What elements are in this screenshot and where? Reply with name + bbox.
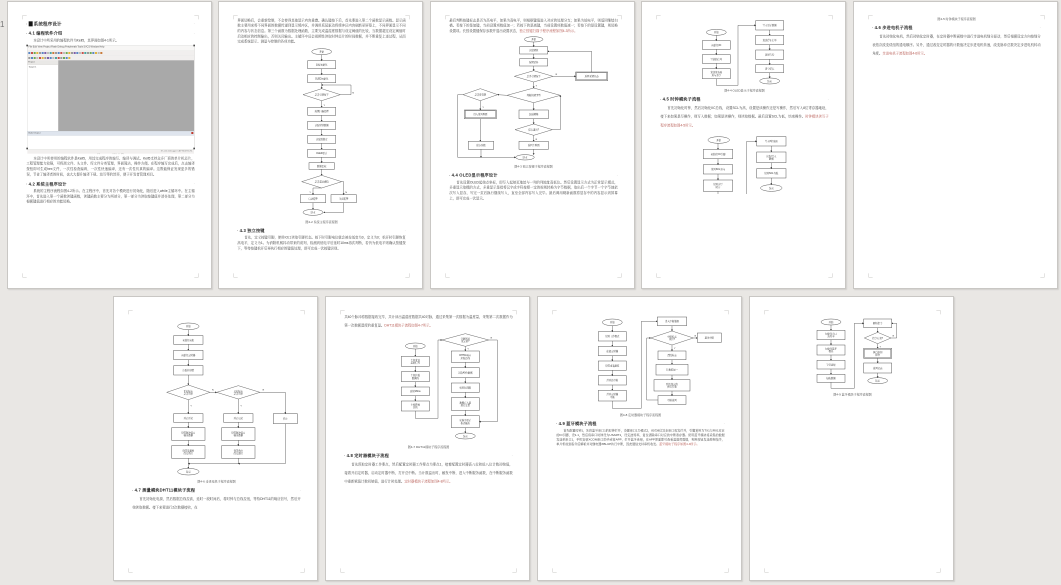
svg-text:延时18ms: 延时18ms (409, 391, 421, 394)
svg-text:是否超过阈值: 是否超过阈值 (314, 181, 329, 184)
heading-4-5[interactable]: 4.5 时钟模块子流程 · (662, 96, 829, 102)
paragraph-mark: · (1039, 25, 1041, 29)
svg-text:使能定时器: 使能定时器 (606, 350, 618, 353)
margin-corner-mark (300, 568, 304, 572)
svg-text:指令有效?: 指令有效? (872, 337, 883, 340)
heading-4-3[interactable]: 4.3 独立按键 · (239, 228, 406, 233)
selection-handle[interactable] (26, 45, 28, 47)
page-4[interactable] (641, 1, 846, 289)
svg-text:设置读写时序: 设置读写时序 (713, 184, 723, 189)
page-3[interactable] (430, 1, 635, 289)
margin-corner-mark (657, 273, 661, 277)
svg-text:初始化蓝牙模块: 初始化蓝牙模块 (825, 348, 837, 354)
figure-caption[interactable]: 图4-9 蓝牙模块子程序流程图 (833, 392, 872, 396)
svg-text:计数到达设定值?: 计数到达设定值? (460, 338, 470, 344)
margin-corner-mark (234, 273, 238, 277)
svg-text:打开总中断: 打开总中断 (606, 380, 618, 383)
page-7[interactable] (325, 296, 530, 581)
svg-text:开始: 开始 (713, 32, 719, 35)
svg-text:写入8位地址: 写入8位地址 (764, 141, 778, 144)
svg-text:开启正转: 开启正转 (183, 417, 193, 420)
ide-editor-area (58, 60, 194, 131)
svg-text:关闭报警: 关闭报警 (338, 198, 349, 201)
svg-text:保存参数: 保存参数 (476, 145, 486, 148)
svg-text:设置脉冲端口输出数据: 设置脉冲端口输出数据 (181, 432, 196, 438)
close-icon (191, 132, 193, 134)
svg-text:结束: 结束 (875, 380, 880, 383)
svg-text:写入显示数据: 写入显示数据 (762, 25, 777, 28)
svg-text:数据比较: 数据比较 (316, 165, 327, 168)
svg-text:N: N (352, 92, 354, 95)
paragraph[interactable]: 首先预取定时器工作要点，然后配置定时器工作要点为要点1，接着配置定时器高八位和低八位计数初始值，接着开启定时器，启动定时器中断，打开总中断。当计数溢出时，触发中断，进入中断服务函数，在中断服务函数中重新赋值计数初始值，进行计时处理。定时器模块子流程如图4-8所示。 (344, 462, 513, 484)
svg-text:返回状态: 返回状态 (872, 367, 883, 370)
svg-text:启动报警: 启动报警 (308, 198, 318, 201)
margin-corner-mark (724, 568, 728, 572)
figure-caption[interactable]: 图4-4 OLED显示子程序流程图 (724, 88, 765, 93)
selection-handle[interactable] (26, 148, 28, 150)
svg-text:N: N (211, 389, 214, 392)
svg-text:校验和判断: 校验和判断 (459, 387, 471, 390)
heading-4-8[interactable]: 4.8 定时器模块子流程 · (346, 453, 513, 458)
paragraph-mark: · (511, 453, 513, 457)
margin-corner-mark (617, 273, 621, 277)
svg-text:发送停止信号: 发送停止信号 (762, 39, 777, 42)
margin-corner-mark (194, 273, 198, 277)
margin-corner-mark (765, 568, 769, 572)
svg-text:数据存入温湿度变量: 数据存入温湿度变量 (459, 402, 471, 408)
svg-text:Y: Y (879, 346, 881, 349)
svg-text:初始化电机: 初始化电机 (182, 339, 194, 342)
svg-text:N: N (694, 335, 697, 338)
svg-text:清空缓存: 清空缓存 (764, 68, 775, 71)
flowchart-main-program[interactable] (237, 47, 405, 218)
paragraph-mark: · (193, 181, 195, 186)
ide-build-output-body (27, 136, 194, 150)
svg-text:主机拉低数据线: 主机拉低数据线 (410, 375, 420, 380)
paragraph[interactable]: 首先，定义按键引脚，使用IO口读取引脚状态。按下时引脚电位就会被拉低变为0，定义为0；松开时引脚恢复高电平，定义为1。为消除机械抖动带来的误判，检测到低电平后延时10ms再次判断，若仍为低电平则确认按键按下，等待按键松开后再执行相应的键值处理，即可完成一次按键识别。 (237, 235, 406, 251)
flowchart-bluetooth[interactable] (768, 317, 936, 390)
svg-text:读取时钟数据: 读取时钟数据 (314, 125, 329, 128)
paragraph[interactable]: 首先初始化电源，然后数据总线拉高，延时一段时间后，将时钟与总线拉低，等待DHT11的响应信号，然后开始读取数据。接下来要进行2次数据接收，在 (132, 497, 301, 510)
figure-caption[interactable]: 图4-6 步进电机子程序流程图 (197, 479, 236, 484)
svg-text:设置重装载值: 设置重装载值 (605, 365, 620, 368)
svg-text:N: N (555, 73, 558, 76)
figure-caption[interactable]: 图4-8 定时器模块子程序流程图 (619, 413, 662, 417)
svg-text:初始化IIC引脚: 初始化IIC引脚 (710, 153, 726, 156)
paragraph-mark: · (193, 31, 195, 35)
keil-ide-screenshot[interactable] (27, 45, 194, 153)
flowchart-dht11[interactable] (344, 333, 512, 443)
svg-text:开始: 开始 (716, 139, 721, 142)
svg-text:设置SCL方向: 设置SCL方向 (710, 169, 725, 172)
paragraph[interactable]: 系统的主程序流程如图4-2所示。在主程序中，首先对各个模块进行初始化，随后进入while主循环中。在主循环中，首先进入第一个函数读键函数，读键函数主要分为两部分，第一部分为读取按键值并消抖处理，第二部分为根据键值进行相应的功能切换。 (26, 189, 195, 204)
svg-text:解析指令: 解析指令 (872, 323, 883, 326)
svg-text:计数值加一: 计数值加一 (666, 369, 678, 372)
svg-text:发送设备地址与命令: 发送设备地址与命令 (710, 72, 722, 77)
svg-text:设置脉冲端口输出数据: 设置脉冲端口输出数据 (231, 432, 246, 438)
svg-text:结束: 结束 (767, 80, 772, 83)
margin-corner-mark (129, 568, 133, 572)
svg-text:设置导通角改变角度: 设置导通角改变角度 (182, 450, 194, 456)
svg-text:开始: 开始 (412, 345, 418, 348)
margin-corner-mark (512, 568, 516, 572)
svg-text:结束: 结束 (522, 157, 528, 160)
svg-text:接收数据: 接收数据 (826, 378, 836, 381)
svg-text:N: N (892, 335, 895, 338)
figure-caption[interactable]: 图4-7 DHT11模块子程序流程图 (407, 445, 450, 449)
selected-heading-number: 4 (29, 21, 33, 27)
svg-text:系统初始化: 系统初始化 (315, 64, 328, 67)
margin-corner-mark (869, 273, 873, 277)
svg-text:判断按键类型: 判断按键类型 (526, 95, 541, 98)
heading-4-1[interactable]: 4.1 编程软件介绍 · (28, 30, 195, 36)
svg-text:执行控制操作: 执行控制操作 (872, 351, 883, 357)
page-8[interactable] (537, 296, 742, 581)
svg-text:设置SCL为低: 设置SCL为低 (764, 173, 779, 176)
svg-text:反转标志是否置位: 反转标志是否置位 (233, 390, 243, 396)
svg-text:转换为显示格式输出: 转换为显示格式输出 (459, 420, 471, 425)
flowchart-timer[interactable] (556, 316, 724, 411)
svg-text:主机发送起始信号: 主机发送起始信号 (410, 359, 420, 365)
ide-status-bar: ST-Link Debugger CAP NUM SCRL (27, 149, 194, 153)
page-9[interactable] (749, 296, 954, 581)
flowchart-oled-display[interactable] (660, 20, 828, 87)
svg-text:DHT11响应拉低总线: DHT11响应拉低总线 (459, 355, 472, 360)
svg-text:返回主界面: 返回主界面 (527, 145, 540, 148)
svg-text:读取/写入数据: 读取/写入数据 (766, 155, 777, 161)
margin-corner-mark (828, 273, 832, 277)
paragraph[interactable]: 本设计中所采用的编程软件为Keil5，其界面如图4-1所示。 (33, 38, 119, 43)
margin-corner-mark (446, 273, 450, 277)
svg-text:按键消抖: 按键消抖 (528, 62, 539, 65)
margin-corner-mark (341, 568, 345, 572)
page-number-label: 1 (0, 20, 5, 29)
figure-caption[interactable]: 图4-3 独立按键子程序流程图 (514, 164, 553, 169)
page-5[interactable] (853, 1, 1058, 289)
svg-text:正转标志是否置位: 正转标志是否置位 (183, 390, 193, 396)
paragraph-mark: · (616, 173, 618, 177)
heading-4-9[interactable]: 4.9 蓝牙模块子流程 · (558, 421, 725, 426)
svg-text:Y: Y (673, 347, 676, 350)
svg-text:打开定时器中断: 打开定时器中断 (606, 394, 618, 399)
svg-text:读取控制量: 读取控制量 (182, 370, 194, 373)
svg-text:是否设置键: 是否设置键 (474, 94, 486, 97)
margin-corner-mark (405, 273, 409, 277)
svg-text:进入中断服务: 进入中断服务 (664, 321, 679, 324)
svg-text:Y: Y (482, 106, 484, 109)
page-1[interactable] (7, 1, 212, 289)
ide-menu-bar: File Edit View Project Flash Debug Peripherals Tools SVCS Window Help (27, 46, 194, 51)
flowchart-clock-module[interactable] (660, 135, 828, 194)
selection-handle[interactable] (193, 45, 195, 47)
figure-caption[interactable]: 图4-5 时钟模块子程序流程图 (937, 17, 976, 21)
paragraph[interactable]: 共40个脉冲将数据接收完毕，共计读出温湿度数据共40对脉，通过采集第一次数据为温度量，采集第二次数据作为第一次数据湿度的重复量。DHT11模块子流程如图4-7所示。 (344, 315, 513, 328)
flowchart-key-scan[interactable] (449, 36, 617, 163)
selection-handle[interactable] (193, 148, 195, 150)
ide-build-output-header: Build Output (27, 131, 194, 136)
heading-4-7[interactable]: 4.7 测量模块DHT11模块子流程 · (134, 487, 301, 493)
svg-text:开始: 开始 (828, 321, 834, 324)
svg-text:初始化IIC: 初始化IIC (711, 44, 722, 47)
svg-text:清除标志: 清除标志 (667, 355, 677, 358)
paragraph-mark: · (723, 421, 725, 425)
heading-4-2[interactable]: 4.2 系统主程序设计 · (28, 181, 195, 187)
svg-text:OLED显示: OLED显示 (315, 153, 327, 156)
svg-text:结束: 结束 (185, 471, 191, 474)
toolbar-icon (100, 52, 102, 54)
svg-text:Y: Y (240, 405, 242, 408)
svg-text:开启反转: 开启反转 (233, 417, 243, 420)
svg-text:开始: 开始 (531, 39, 536, 42)
svg-text:开始: 开始 (185, 326, 191, 329)
heading-chapter-4[interactable]: 4 系统程序设计 · (29, 21, 195, 27)
svg-text:读取40位数据: 读取40位数据 (458, 372, 473, 375)
svg-text:到达设定值执行任务: 到达设定值执行任务 (666, 383, 678, 389)
svg-text:结束: 结束 (768, 187, 774, 190)
svg-text:Y: Y (535, 85, 537, 88)
svg-text:N: N (535, 138, 538, 141)
svg-text:按键扫描处理: 按键扫描处理 (314, 111, 329, 114)
svg-text:主机释放总线: 主机释放总线 (410, 404, 420, 410)
svg-text:写起始信号: 写起始信号 (710, 58, 722, 61)
svg-text:初始化定时器: 初始化定时器 (181, 354, 196, 357)
svg-text:中断返回: 中断返回 (667, 399, 677, 402)
heading-4-4[interactable]: 4.4 OLED显示程序设计 · (451, 172, 618, 178)
paragraph-mark: · (404, 228, 406, 232)
svg-text:加减调整: 加减调整 (528, 114, 539, 117)
svg-text:退出中断: 退出中断 (704, 337, 714, 340)
svg-text:是否有键按下: 是否有键按下 (526, 76, 541, 79)
svg-text:设置角度改变速度: 设置角度改变速度 (233, 450, 243, 456)
paragraph[interactable]: 首先配置时钟1，先将蓝牙串口1的时钟打开，设置串口1为模式2，80为8位异步串口收发打开，引脚复用为TX1与RX1对应的IO引脚，设1.1，然后将串口时钟设为USART1，设定波特率，复位清除串口对应的中断寄存器。使用蓝牙模块将采集的数据发送至串口1，手机安装XCOM串口助手或者APP，打开蓝牙连接，在APP界面即可查看温湿度数据，利用按钮发送控制指令，单片机收到指令后解析并对继电器XBLUP执行中断，因此通信支持串机收发。蓝牙模块子程序如图4-9所示。 (556, 428, 725, 446)
figure-caption[interactable]: 图4-2 系统主程序流程图 (305, 220, 338, 224)
paragraph-mark: · (827, 97, 829, 101)
svg-text:初始化串口波特率: 初始化串口波特率 (825, 333, 837, 339)
heading-4-6[interactable]: 4.6 步进电机子流程 · (874, 25, 1041, 30)
svg-text:N: N (490, 337, 493, 340)
svg-text:读取键值: 读取键值 (528, 50, 539, 53)
svg-text:Y: Y (467, 348, 469, 351)
svg-text:结束: 结束 (462, 435, 468, 438)
paragraph-mark: · (193, 21, 195, 25)
svg-text:Y: Y (309, 191, 311, 194)
svg-text:读取温湿度: 读取温湿度 (315, 139, 328, 142)
toolbar-icon (68, 57, 70, 59)
svg-text:进入设置界面: 进入设置界面 (473, 114, 488, 117)
svg-text:N: N (345, 191, 347, 194)
margin-corner-mark (1040, 273, 1044, 277)
paragraph[interactable]: 最后判断按键标志是否为高电平，如果为高电平，则根据键值进入对应的处理分支；如果为低电平，则返回继续扫描。若按下的是加键，当前设置项数值加一；若按下的是减键，当前设置项数值减一；若按下的是设置键，则切换设置项。长按设置键保存参数并退出设置状态，独立按键扫描子程序流程如图4-3所示。 (449, 18, 618, 33)
page-2[interactable] (218, 1, 423, 289)
svg-text:返回无键状态: 返回无键状态 (584, 76, 599, 79)
page-6[interactable] (113, 296, 318, 581)
svg-text:开始: 开始 (609, 322, 615, 325)
svg-text:停止: 停止 (282, 418, 288, 421)
paragraph[interactable]: 本设计中所使用的编程软件是Keil5，用其完成程序的编写、编译与调试。Keil5支持众多厂商的单片机芯片，工程管理能力较强，可将源文件、头文件、库文件分类管理，界面简洁，操作方便。在程序编写完成后，点击编译按钮即可生成hex文件，一次性检查编码，一次性快速编译，还有一次性仿真的编译。这既能保证发现更多的错误，节省了编译者的时间，也大大提升编译下载、烧写等的效率，便于开发者管理项目。 (26, 156, 195, 177)
svg-text:开始: 开始 (319, 51, 324, 54)
svg-text:保存退出?: 保存退出? (528, 129, 539, 132)
svg-text:N: N (262, 389, 265, 392)
ide-project-panel: Project Target 1 (27, 60, 58, 131)
flowchart-stepper-motor[interactable] (132, 320, 300, 478)
paragraph[interactable]: 首先初始化时钟，然后初始化IIC总线，设置SCL为高，设置是读操作还是写操作，然后写入8位寄存器地址，接下来如果是写操作，则写入数据；如果是读操作，则读取数据。最后设置SCL为低，结束操作。时钟模块读写子程序流程如图4-5所示。 (660, 106, 829, 128)
svg-text:设置工作模式: 设置工作模式 (605, 336, 620, 339)
svg-text:中断标志置位?: 中断标志置位? (667, 336, 677, 342)
svg-text:结束: 结束 (310, 212, 316, 215)
margin-corner-mark (553, 568, 557, 572)
svg-text:是否有键按下: 是否有键按下 (314, 94, 329, 97)
svg-text:Y: Y (190, 405, 192, 408)
margin-corner-mark (936, 568, 940, 572)
svg-text:等待连接: 等待连接 (826, 364, 836, 367)
svg-text:OLED初始化: OLED初始化 (314, 78, 329, 81)
paragraph[interactable]: 界面切换后，会重新绘制，不会使得其他显示内容重叠。确认键按下后，首先要进入第二个函数显示函数。显示函数主要用来将不同界面的数据传递到显示缓冲区，并调用底层驱动将缓冲区内容刷新至屏幕上，不同界面显示不同的内容与状态信息。第三个函数为数据处理函数，主要完成温湿度数据与设定阈值的比较，当数据超过设定阈值时启动相应的控制输出，否则关闭输出。主循环中还会周期性读取时钟芯片的时间数据，并不断重复上述过程，从而完成系统显示、测量与控制的各项功能。 (237, 18, 406, 44)
paragraph[interactable]: 首先设置OLED起始点坐标，即写入起始页地址与一列的列地址高低位。然后设置显示方式为正常显示模式，多重显示取模的方式，多重显示是指将汉字或字符按照一定的规则转换为字节数据，取出后一个字节一个字节地依次写入显存，写完一页后换行继续写入，直至全部内容写入完毕。最后调用刷新函数将显存中的内容显示到屏幕上，即可完成一次显示。 (449, 180, 618, 201)
svg-text:Y: Y (323, 104, 325, 107)
paragraph[interactable]: 首先初始化电机，然后初始化定时器，在定时器中断函数中进行步进电机细分驱动，然后根据设定方向按细分表依次改变绕组的通电顺序。另外，通过改变定时器的计数值决定步进电机转速，改变脉冲总数决定步进电机转动角度。步进电机子流程如图4-6所示。 (872, 34, 1041, 56)
margin-corner-mark (23, 273, 27, 277)
paragraph-mark: · (299, 488, 301, 492)
svg-text:延时等待: 延时等待 (764, 54, 775, 57)
